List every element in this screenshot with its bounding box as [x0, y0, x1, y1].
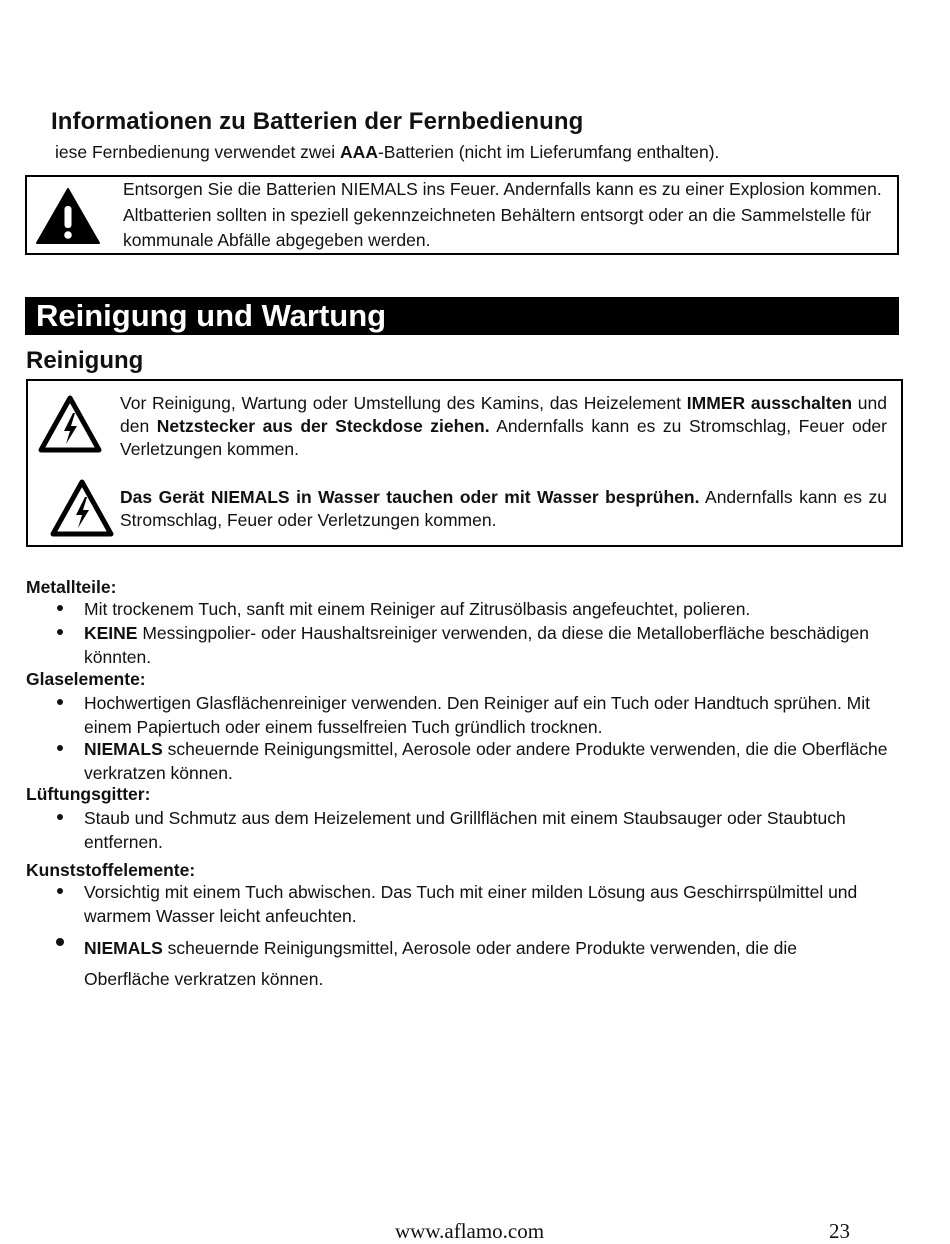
glass-item-2-text: scheuernde Reinigungsmittel, Aerosole oder andere Produkte verwenden, die die Oberfläche verkratzen können. [84, 739, 888, 783]
battery-warning-box [25, 175, 899, 255]
battery-intro [55, 142, 719, 163]
plastic-item-1: Vorsichtig mit einem Tuch abwischen. Das Tuch mit einer milden Lösung aus Geschirrspülmittel und warmem Wasser leicht anfeuchten. [84, 882, 858, 926]
glass-item-2 [84, 738, 914, 785]
section-banner-title: Reinigung und Wartung [36, 298, 387, 333]
battery-intro-tail: -Batterien (nicht im Lieferumfang enthalten). [377, 142, 720, 162]
battery-heading: Informationen zu Batterien der Fernbedienung [51, 108, 584, 135]
metal-heading: Metallteile: [26, 577, 117, 597]
footer-url[interactable]: www.aflamo.com [395, 1219, 545, 1243]
plastic-item-2-bold: NIEMALS [84, 938, 163, 958]
warning-2-bold: Das Gerät NIEMALS in Wasser tauchen oder mit Wasser besprühen. [120, 487, 700, 507]
warning-1-text: Vor Reinigung, Wartung oder Umstellung des Kamins, das Heizelement [120, 393, 687, 413]
battery-warning-text: Entsorgen Sie die Batterien NIEMALS ins Feuer. Andernfalls kann es zu einer Explosion kommen. Altbatterien sollten in speziell gekennzeichneten Behältern entsorgt oder an die Sammelstelle für kommunale Abfälle abgegeben werden. [123, 179, 882, 250]
metal-item-1: Mit trockenem Tuch, sanft mit einem Reiniger auf Zitrusölbasis angefeuchtet, polieren. [84, 599, 751, 619]
glass-item-1: Hochwertigen Glasflächenreiniger verwenden. Den Reiniger auf ein Tuch oder Handtuch sprühen. Mit einem Papiertuch oder einem fusselfreien Tuch gründlich trocknen. [84, 693, 870, 737]
metal-item-2-text: Messingpolier- oder Haushaltsreiniger verwenden, da diese die Metalloberfläche beschädigen könnten. [84, 623, 870, 667]
glass-heading: Glaselemente: [26, 669, 146, 689]
section-banner [25, 297, 899, 335]
warning-1-bold: IMMER ausschalten [686, 393, 853, 413]
cleaning-warning-2 [120, 486, 887, 532]
battery-type: AAA [340, 142, 378, 162]
bullet-icon [55, 937, 65, 947]
bullet-icon [55, 812, 65, 822]
vent-heading: Lüftungsgitter: [26, 784, 151, 804]
plastic-item-2-text-2: Oberfläche verkratzen können. [84, 969, 324, 989]
electric-shock-warning-icon [50, 479, 114, 537]
battery-intro-text: iese Fernbedienung verwendet zwei [55, 142, 341, 162]
plastic-item-2-text: scheuernde Reinigungsmittel, Aerosole oder andere Produkte verwenden, die die [162, 938, 798, 958]
cleaning-warning-1 [120, 392, 887, 461]
bullet-icon [55, 603, 65, 613]
cleaning-warning-box [26, 379, 903, 547]
bullet-icon [55, 627, 65, 637]
metal-item-2-bold: KEINE [84, 623, 138, 643]
bullet-icon [55, 743, 65, 753]
plastic-heading: Kunststoffelemente: [26, 860, 196, 880]
warning-2-text: Andernfalls kann es zu Stromschlag, Feuer oder Verletzungen kommen. [120, 487, 888, 530]
electric-shock-warning-icon [38, 395, 102, 453]
bullet-icon [55, 697, 65, 707]
warning-1-text-3: Andernfalls kann es zu Stromschlag, Feuer oder Verletzungen kommen. [120, 416, 887, 459]
metal-item-2 [84, 622, 914, 669]
warning-exclamation-icon [35, 187, 101, 245]
glass-item-2-bold: NIEMALS [84, 739, 163, 759]
warning-1-text-2: und den [120, 393, 887, 436]
plastic-item-2 [84, 933, 914, 995]
warning-1-bold-2: Netzstecker aus der Steckdose ziehen. [156, 416, 490, 436]
bullet-icon [55, 886, 65, 896]
page-number: 23 [829, 1219, 850, 1243]
vent-item-1: Staub und Schmutz aus dem Heizelement und Grillflächen mit einem Staubsauger oder Staubtuch entfernen. [84, 808, 846, 852]
cleaning-heading: Reinigung [26, 347, 144, 374]
